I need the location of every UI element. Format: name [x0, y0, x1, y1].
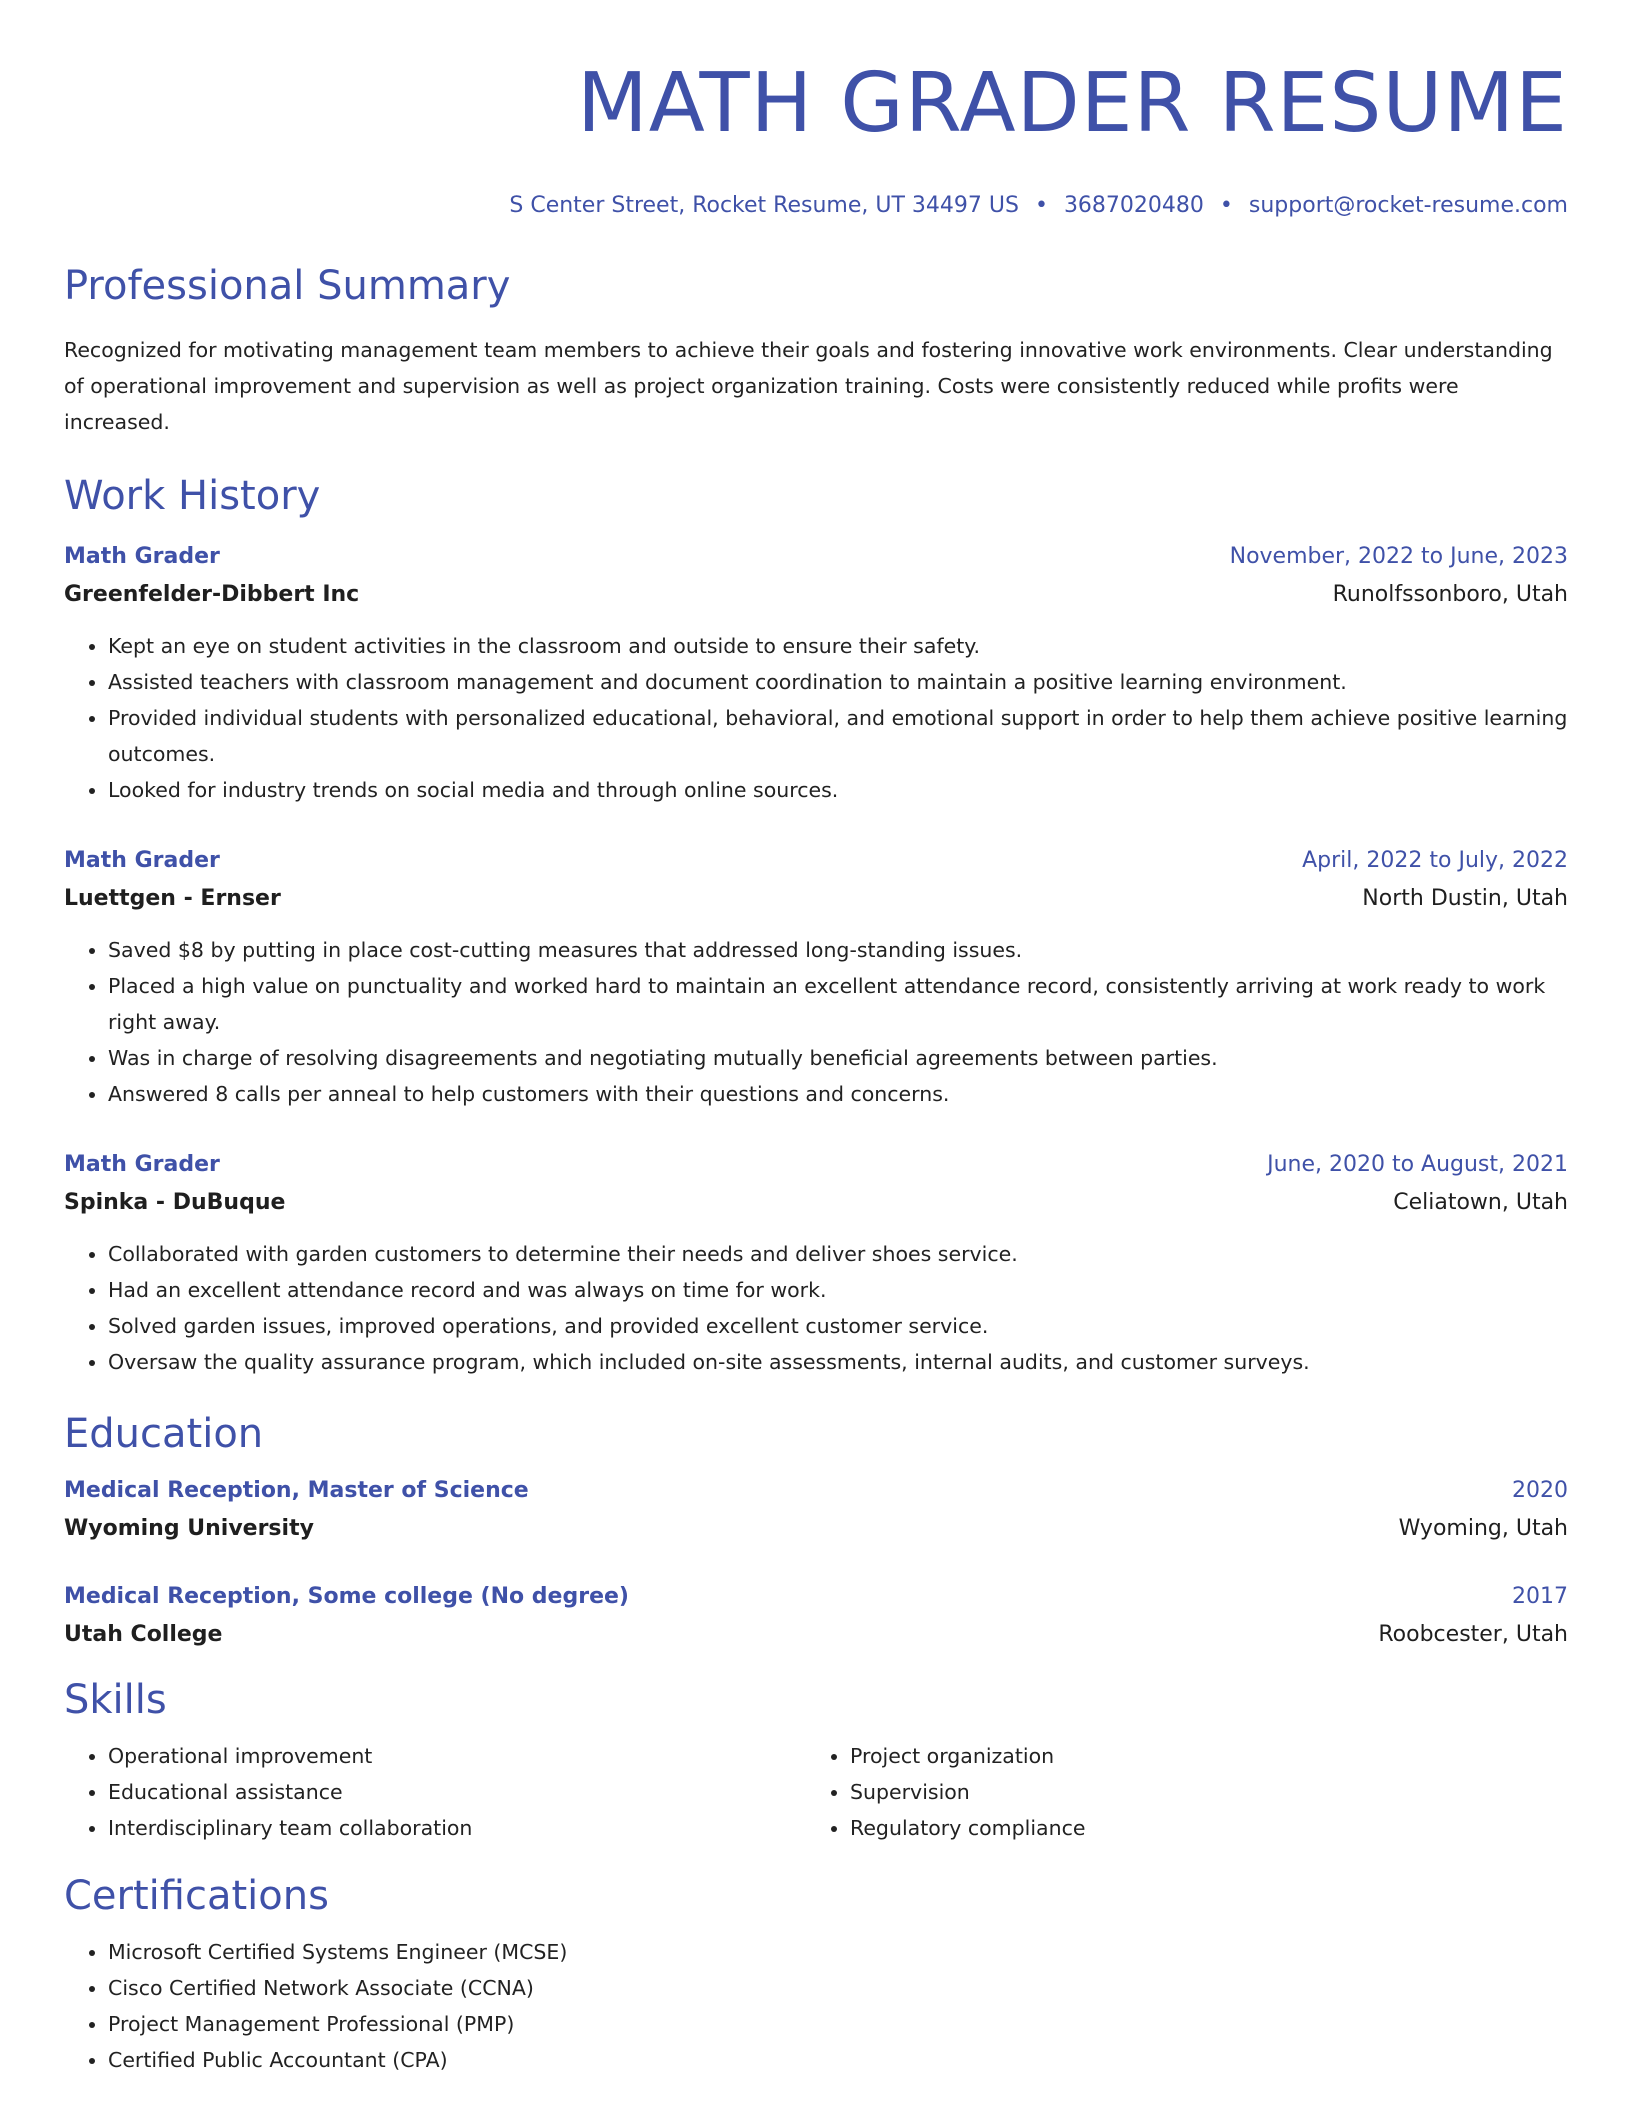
education-heading: Education: [64, 1411, 264, 1457]
certification-item: • Microsoft Certified Systems Engineer (MCSE): [108, 1934, 1568, 1970]
resume-title: MATH GRADER RESUME: [577, 56, 1568, 151]
job-role: Math Grader: [64, 1152, 220, 1177]
job-bullet: • Looked for industry trends on social media and through online sources.: [108, 772, 1568, 808]
job-role: Math Grader: [64, 544, 220, 569]
job-entry: [64, 538, 1568, 808]
education-degree: Medical Reception, Some college (No degree): [64, 1584, 629, 1609]
skill-item: • Regulatory compliance: [850, 1810, 1548, 1846]
education-year: 2017: [1512, 1584, 1568, 1609]
job-location: Runolfssonboro, Utah: [1332, 582, 1568, 607]
job-dates: April, 2022 to July, 2022: [1302, 848, 1568, 873]
job-bullets: [64, 1236, 1568, 1380]
education-school: Wyoming University: [64, 1516, 314, 1541]
job-entry: [64, 1146, 1568, 1380]
job-bullet: • Placed a high value on punctuality and worked hard to maintain an excellent attendance record, consistently arriving at work ready to work right away.: [108, 968, 1568, 1040]
job-bullets: [64, 932, 1568, 1112]
skills-grid: [64, 1738, 1568, 1846]
job-dates: November, 2022 to June, 2023: [1229, 544, 1568, 569]
certification-item: • Certified Public Accountant (CPA): [108, 2042, 1568, 2078]
job-location: Celiatown, Utah: [1393, 1190, 1568, 1215]
job-role: Math Grader: [64, 848, 220, 873]
job-bullet: • Oversaw the quality assurance program, which included on-site assessments, internal audits, and customer surveys.: [108, 1344, 1568, 1380]
contact-separator: •: [1034, 193, 1048, 218]
contact-address: S Center Street, Rocket Resume, UT 34497 US: [509, 193, 1019, 218]
summary-text: Recognized for motivating management team members to achieve their goals and fostering innovative work environments. Clear understanding of operational improvement and supervision as well as project organization training. Costs were consistently reduced while profits were increased.: [64, 338, 1553, 434]
job-bullets: [64, 628, 1568, 808]
contact-line: [64, 192, 1568, 220]
summary-heading: Professional Summary: [64, 263, 511, 309]
education-location: Wyoming, Utah: [1398, 1516, 1568, 1541]
job-bullet: • Answered 8 calls per anneal to help customers with their questions and concerns.: [108, 1076, 1568, 1112]
certification-item: • Cisco Certified Network Associate (CCNA): [108, 1970, 1568, 2006]
job-bullet: • Assisted teachers with classroom management and document coordination to maintain a positive learning environment.: [108, 664, 1568, 700]
work-history-heading: Work History: [64, 473, 321, 519]
job-bullet: • Was in charge of resolving disagreements and negotiating mutually beneficial agreements between parties.: [108, 1040, 1568, 1076]
education-school: Utah College: [64, 1622, 223, 1647]
skill-item: • Supervision: [850, 1774, 1548, 1810]
education-entry: [64, 1472, 1568, 1548]
job-location: North Dustin, Utah: [1362, 886, 1568, 911]
skill-item: • Operational improvement: [108, 1738, 806, 1774]
contact-phone: 3687020480: [1063, 193, 1204, 218]
certification-item: • Project Management Professional (PMP): [108, 2006, 1568, 2042]
education-year: 2020: [1512, 1478, 1568, 1503]
job-bullet: • Provided individual students with personalized educational, behavioral, and emotional support in order to help them achieve positive learning outcomes.: [108, 700, 1568, 772]
job-bullet: • Saved $8 by putting in place cost-cutting measures that addressed long-standing issues.: [108, 932, 1568, 968]
job-company: Greenfelder-Dibbert Inc: [64, 582, 360, 607]
job-entry: [64, 842, 1568, 1112]
education-location: Roobcester, Utah: [1378, 1622, 1568, 1647]
job-bullet: • Solved garden issues, improved operations, and provided excellent customer service.: [108, 1308, 1568, 1344]
skills-heading: Skills: [64, 1677, 167, 1723]
skills-column-right: [806, 1738, 1548, 1846]
skills-column-left: [64, 1738, 806, 1846]
job-bullet: • Had an excellent attendance record and was always on time for work.: [108, 1272, 1568, 1308]
job-bullet: • Collaborated with garden customers to determine their needs and deliver shoes service.: [108, 1236, 1568, 1272]
certifications-list: [64, 1934, 1568, 2078]
job-dates: June, 2020 to August, 2021: [1267, 1152, 1568, 1177]
certifications-heading: Certifications: [64, 1873, 329, 1919]
resume-header: [64, 0, 1568, 220]
job-company: Spinka - DuBuque: [64, 1190, 286, 1215]
skill-item: • Educational assistance: [108, 1774, 806, 1810]
skill-item: • Project organization: [850, 1738, 1548, 1774]
education-degree: Medical Reception, Master of Science: [64, 1478, 529, 1503]
job-bullet: • Kept an eye on student activities in the classroom and outside to ensure their safety.: [108, 628, 1568, 664]
job-company: Luettgen - Ernser: [64, 886, 281, 911]
contact-email: support@rocket-resume.com: [1248, 193, 1568, 218]
education-entry: [64, 1578, 1568, 1654]
skill-item: • Interdisciplinary team collaboration: [108, 1810, 806, 1846]
contact-separator: •: [1219, 193, 1233, 218]
